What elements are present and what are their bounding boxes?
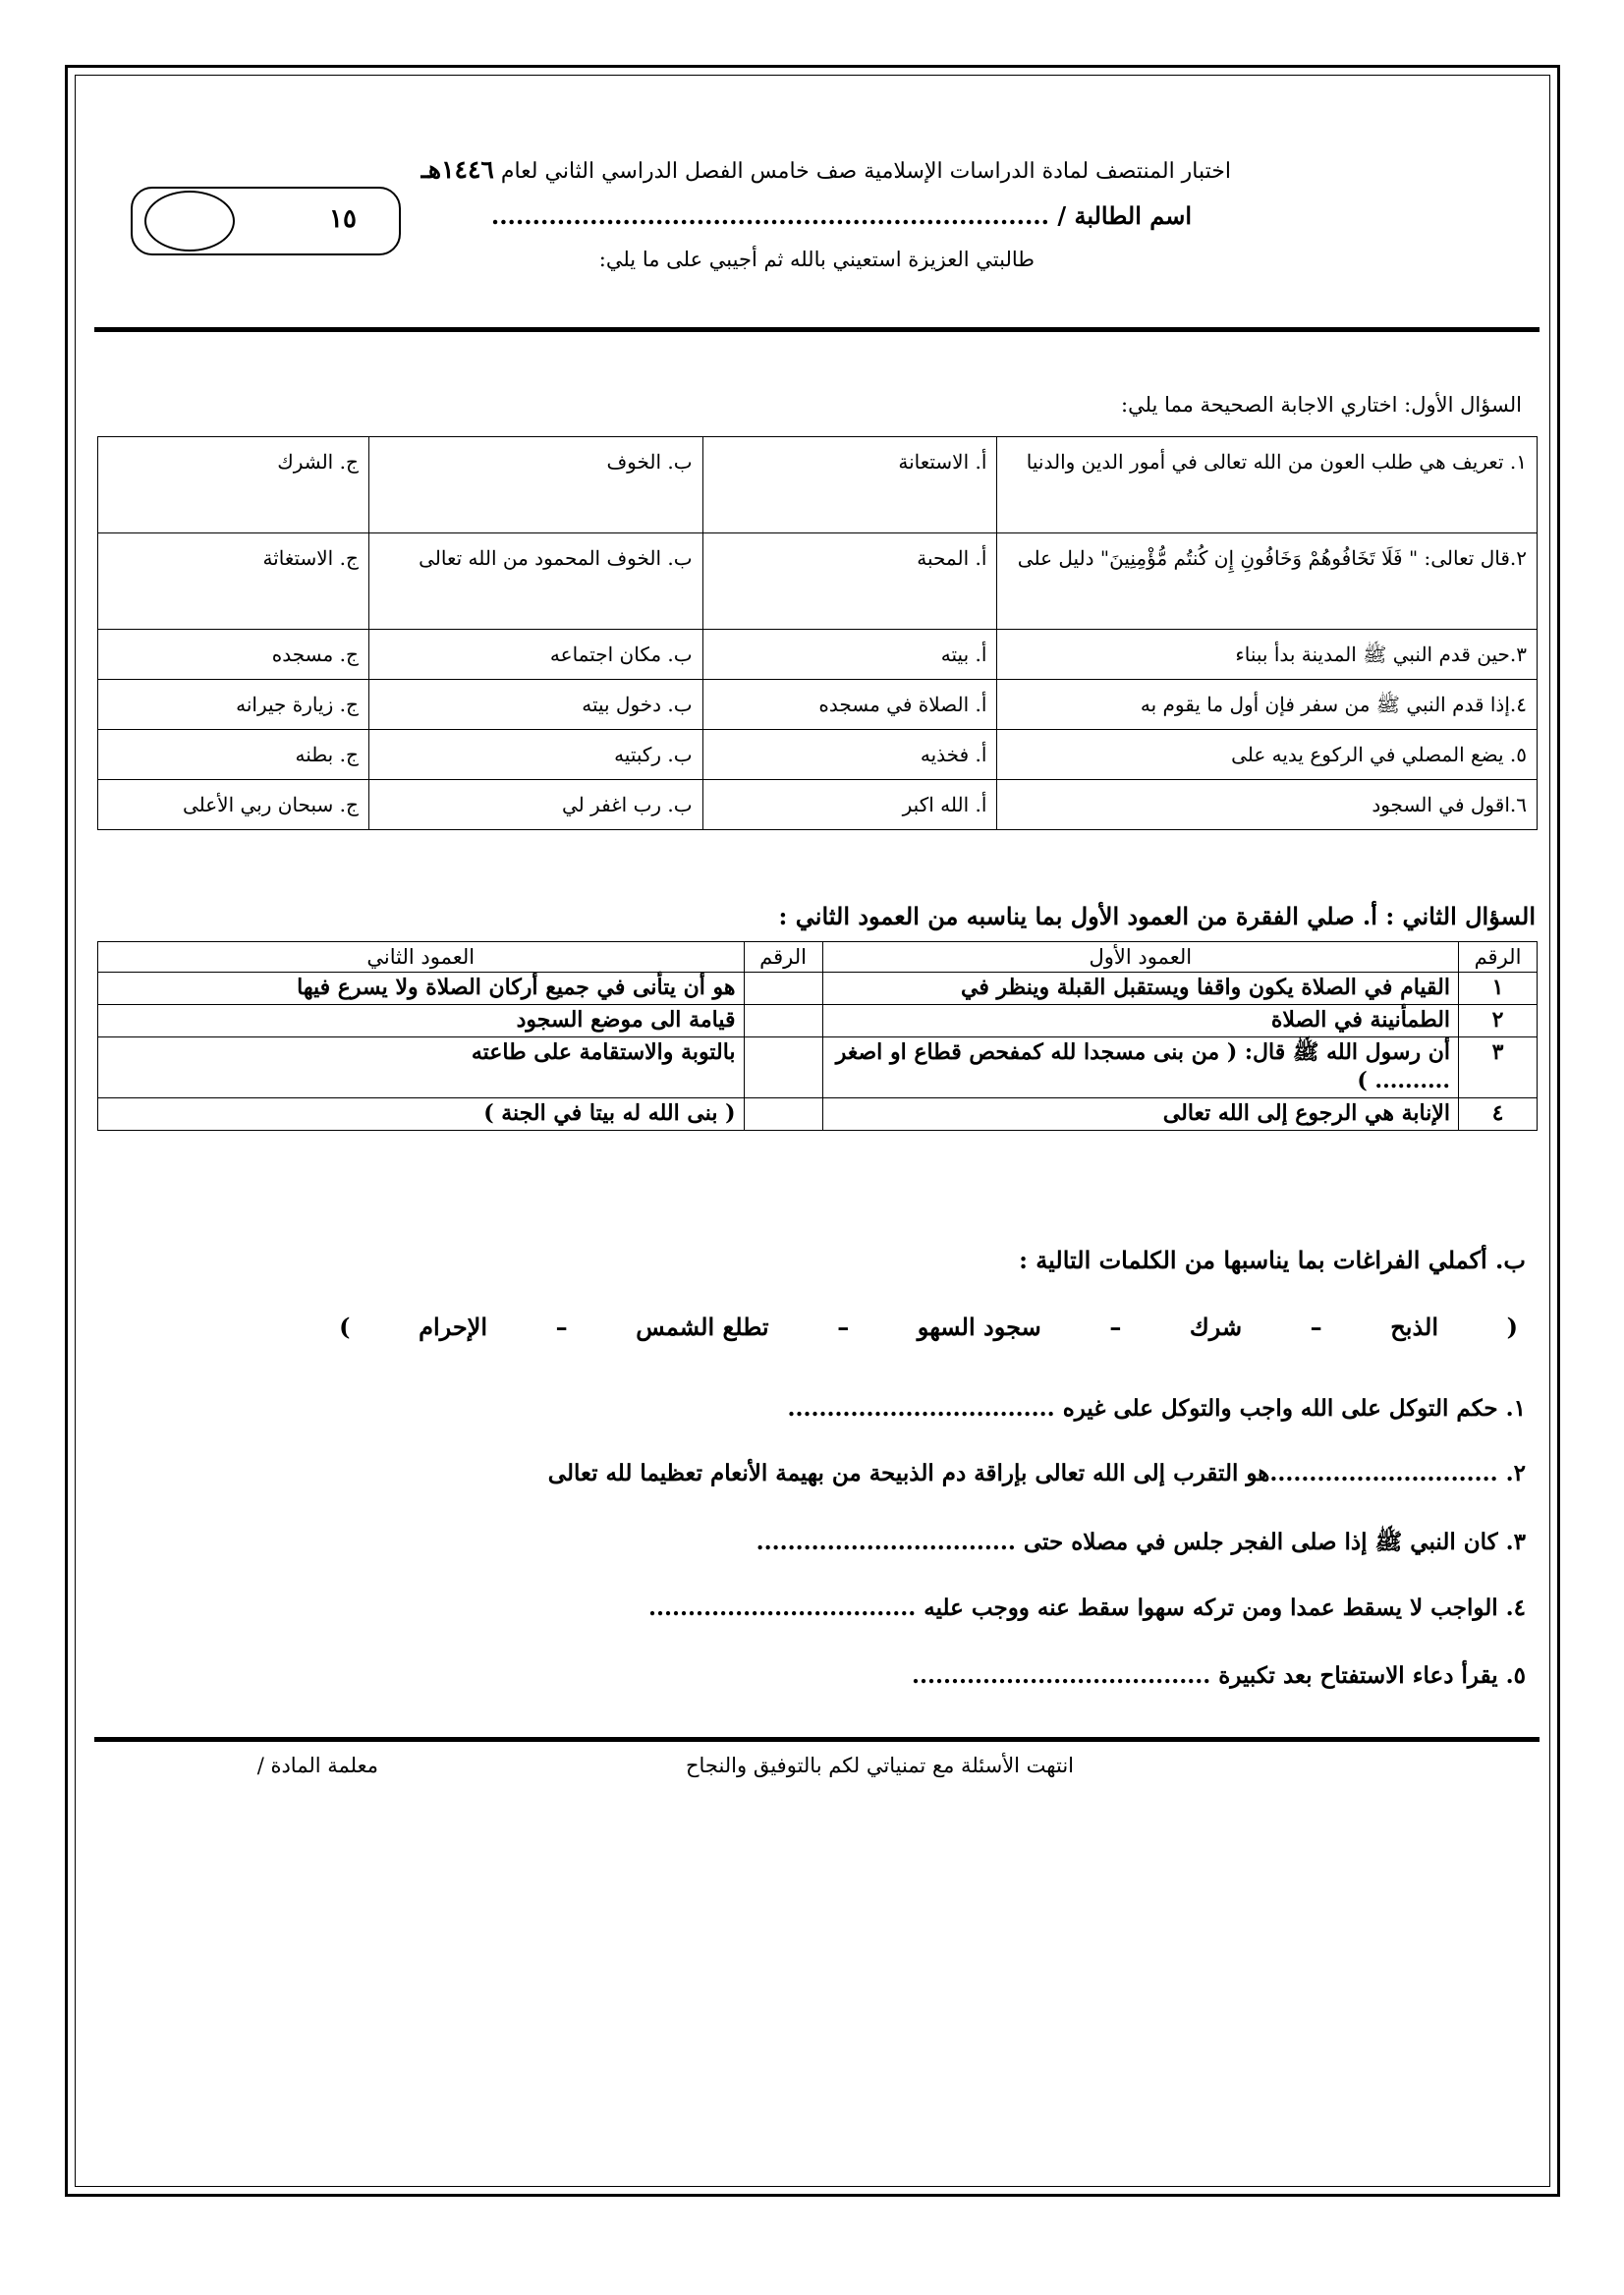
closing-message: انتهت الأسئلة مع تمنياتي لكم بالتوفيق والنجاح (685, 1754, 1074, 1777)
score-oval[interactable] (144, 191, 235, 252)
option-c[interactable]: ج. الشرك (98, 437, 369, 533)
option-c[interactable]: ج. الاستغاثة (98, 533, 369, 630)
option-b[interactable]: ب. مكان اجتماعه (368, 630, 702, 680)
matching-row (98, 1098, 1538, 1131)
column-2-item: بالتوبة والاستقامة على طاعته (98, 1036, 745, 1097)
word-bank (339, 1313, 1518, 1341)
column-2-item: هو أن يتأنى في جميع أركان الصلاة ولا يسرع فيها (98, 973, 745, 1005)
option-b[interactable]: ب. الخوف (368, 437, 702, 533)
word-bank-item: الذبح (1390, 1313, 1439, 1341)
matching-row (98, 1005, 1538, 1037)
page-border-inner (75, 75, 1550, 2187)
header-number: الرقم (1459, 942, 1538, 973)
header-divider (94, 327, 1540, 332)
exam-year: ١٤٤٦هـ (420, 155, 494, 184)
word-separator: – (837, 1313, 850, 1341)
column-1-item: الإنابة هي الرجوع إلى الله تعالى (822, 1098, 1459, 1131)
option-a[interactable]: أ. الاستعانة (702, 437, 997, 533)
question-text: ٢.قال تعالى: " فَلَا تَخَافُوهُمْ وَخَافُونِ إِن كُنتُم مُّؤْمِنِينَ" دليل على (997, 533, 1538, 630)
option-b[interactable]: ب. رب اغفر لي (368, 780, 702, 830)
question-1-row (98, 533, 1538, 630)
word-separator: ) (339, 1313, 351, 1341)
option-a[interactable]: أ. الصلاة في مسجده (702, 680, 997, 730)
score-box (131, 187, 401, 255)
fill-blank-item[interactable]: ١. حكم التوكل على الله واجب والتوكل على غيره .................................. (787, 1395, 1526, 1422)
option-c[interactable]: ج. مسجده (98, 630, 369, 680)
word-bank-item: الإحرام (419, 1313, 488, 1341)
header-column-1: العمود الأول (822, 942, 1459, 973)
option-b[interactable]: ب. دخول بيته (368, 680, 702, 730)
column-2-item: ( بنى الله له بيتا في الجنة ) (98, 1098, 745, 1131)
row-number: ٣ (1459, 1036, 1538, 1097)
word-bank-item: شرك (1189, 1313, 1243, 1341)
student-name-field[interactable]: اسم الطالبة / .................................................................... (490, 201, 1192, 230)
row-number: ٢ (1459, 1005, 1538, 1037)
teacher-signature-label: معلمة المادة / (256, 1754, 378, 1777)
option-b[interactable]: ب. الخوف المحمود من الله تعالى (368, 533, 702, 630)
column-1-item: أن رسول الله ﷺ قال: ( من بنى مسجدا لله كمفحص قطاع او اصغر .......... ) (822, 1036, 1459, 1097)
question-text: ٦.اقول في السجود (997, 780, 1538, 830)
word-bank-item: سجود السهو (917, 1313, 1041, 1341)
option-a[interactable]: أ. بيته (702, 630, 997, 680)
answer-number-field[interactable] (744, 1098, 822, 1131)
question-1-row (98, 680, 1538, 730)
question-text: ١. تعريف هي طلب العون من الله تعالى في أمور الدين والدنيا (997, 437, 1538, 533)
word-bank-item: تطلع الشمس (636, 1313, 769, 1341)
question-1-row (98, 730, 1538, 780)
score-total: ١٥ (329, 204, 357, 234)
question-1-title: السؤال الأول: اختاري الاجابة الصحيحة مما يلي: (1121, 393, 1522, 417)
word-separator: ( (1506, 1313, 1518, 1341)
option-c[interactable]: ج. بطنه (98, 730, 369, 780)
question-text: ٤.إذا قدم النبي ﷺ من سفر فإن أول ما يقوم به (997, 680, 1538, 730)
header-column-2: العمود الثاني (98, 942, 745, 973)
matching-row (98, 973, 1538, 1005)
question-1-row (98, 780, 1538, 830)
answer-number-field[interactable] (744, 1036, 822, 1097)
fill-blank-item[interactable]: ٥. يقرأ دعاء الاستفتاح بعد تكبيرة ...................................... (911, 1662, 1526, 1689)
question-1-row (98, 630, 1538, 680)
exam-title: اختبار المنتصف لمادة الدراسات الإسلامية صف خامس الفصل الدراسي الثاني لعام ١٤٤٦هـ (420, 155, 1231, 184)
option-a[interactable]: أ. فخذيه (702, 730, 997, 780)
question-1-table (97, 436, 1538, 830)
answer-number-field[interactable] (744, 1005, 822, 1037)
option-c[interactable]: ج. زيارة جيرانه (98, 680, 369, 730)
question-text: ٣.حين قدم النبي ﷺ المدينة بدأ ببناء (997, 630, 1538, 680)
column-1-item: القيام في الصلاة يكون واقفا ويستقبل القبلة وينظر في (822, 973, 1459, 1005)
matching-row (98, 1036, 1538, 1097)
option-b[interactable]: ب. ركبتيه (368, 730, 702, 780)
question-1-row (98, 437, 1538, 533)
instructions: طالبتي العزيزة استعيني بالله ثم أجيبي على ما يلي: (598, 248, 1035, 271)
answer-number-field[interactable] (744, 973, 822, 1005)
matching-header-row (98, 942, 1538, 973)
column-2-item: قيامة الى موضع السجود (98, 1005, 745, 1037)
question-2-title: السؤال الثاني : أ. صلي الفقرة من العمود الأول بما يناسبه من العمود الثاني : (778, 902, 1536, 930)
word-separator: – (555, 1313, 568, 1341)
fill-blank-item[interactable]: ٤. الواجب لا يسقط عمدا ومن تركه سهوا سقط عنه ووجب عليه .................................. (648, 1595, 1526, 1621)
column-1-item: الطمأنينة في الصلاة (822, 1005, 1459, 1037)
fill-blank-item[interactable]: ٢. .............................هو التقرب إلى الله تعالى بإراقة دم الذبيحة من بهيمة الأنعام تعظيما لله تعالى (547, 1460, 1526, 1486)
fill-blanks-title: ب. أكملي الفراغات بما يناسبها من الكلمات التالية : (1019, 1246, 1526, 1274)
fill-blank-item[interactable]: ٣. كان النبي ﷺ إذا صلى الفجر جلس في مصلاه حتى ................................. (756, 1529, 1526, 1555)
word-separator: – (1310, 1313, 1322, 1341)
row-number: ٤ (1459, 1098, 1538, 1131)
word-separator: – (1109, 1313, 1122, 1341)
option-a[interactable]: أ. المحبة (702, 533, 997, 630)
matching-table (97, 941, 1538, 1131)
option-c[interactable]: ج. سبحان ربي الأعلى (98, 780, 369, 830)
option-a[interactable]: أ. الله اكبر (702, 780, 997, 830)
footer-divider (94, 1737, 1540, 1742)
row-number: ١ (1459, 973, 1538, 1005)
question-text: ٥. يضع المصلي في الركوع يديه على (997, 730, 1538, 780)
header-number-2: الرقم (744, 942, 822, 973)
